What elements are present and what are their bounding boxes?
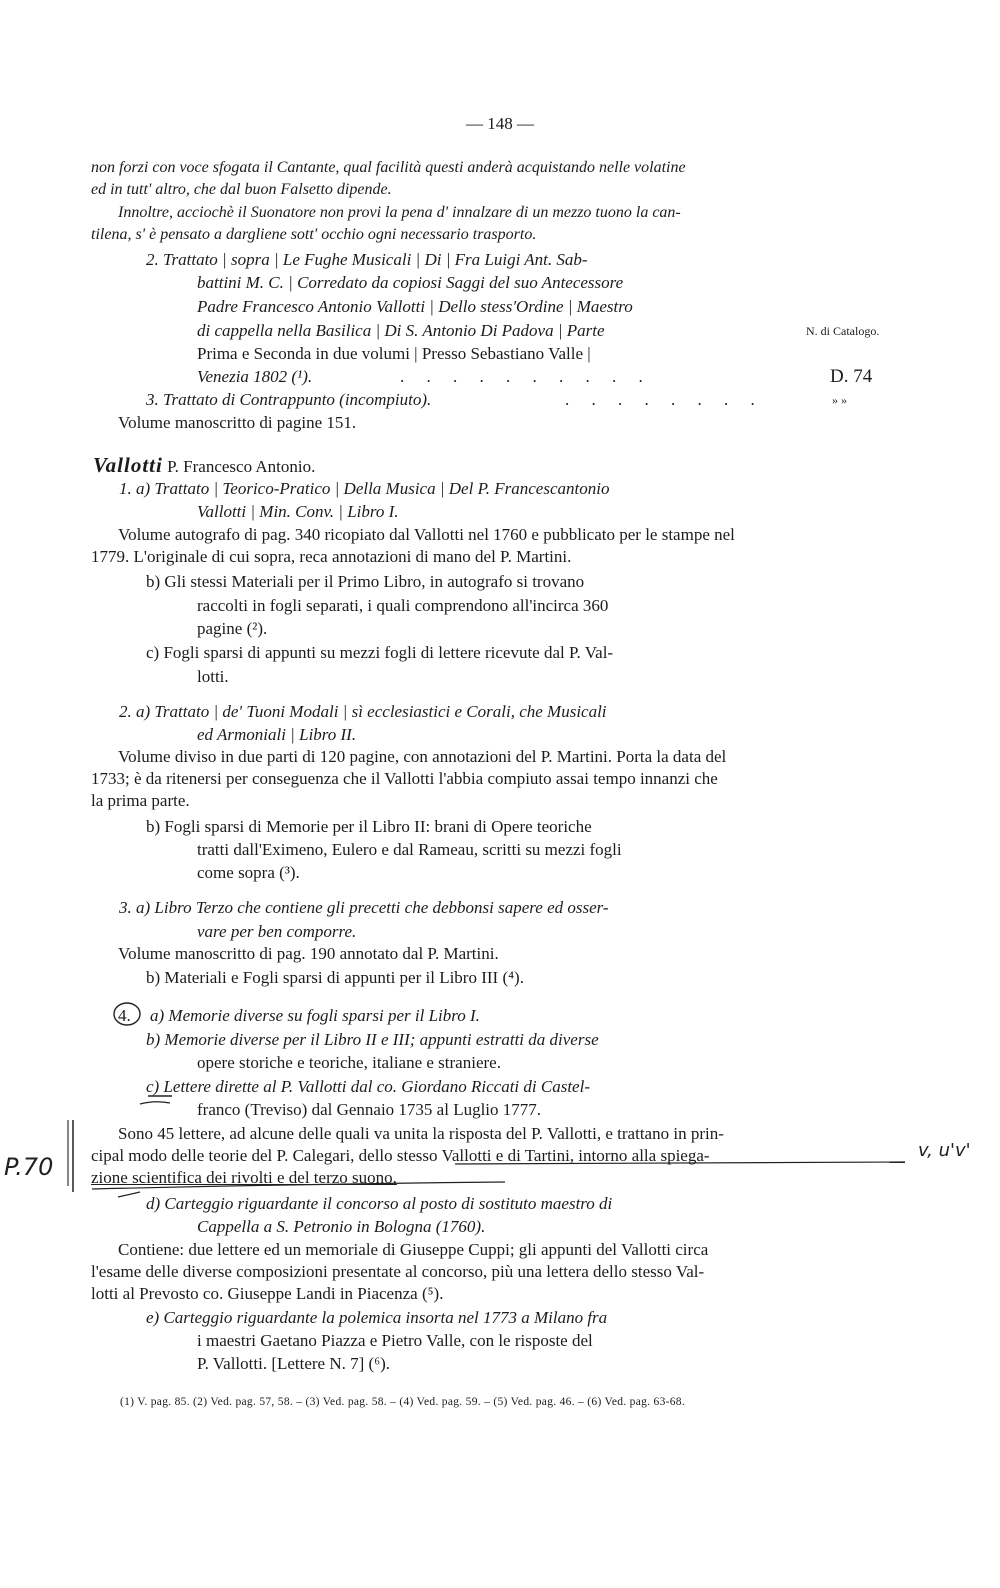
v1-b-line-3: pagine (²). bbox=[197, 619, 268, 638]
v2-a-line-2: ed Armoniali | Libro II. bbox=[197, 725, 357, 744]
entry-heading-name: Vallotti bbox=[93, 453, 163, 477]
v2-b-line-3: come sopra (³). bbox=[197, 863, 300, 882]
page-number: — 148 — bbox=[466, 114, 534, 133]
v2-b-line-2: tratti dall'Eximeno, Eulero e dal Rameau, scritti su mezzi fogli bbox=[197, 840, 622, 859]
v4-d-line-1: d) Carteggio riguardante il concorso al posto di sostituto maestro di bbox=[146, 1194, 613, 1213]
v4-e-line-2: i maestri Gaetano Piazza e Pietro Valle, con le risposte del bbox=[197, 1331, 593, 1350]
v4-e-line-3: P. Vallotti. [Lettere N. 7] (⁶). bbox=[197, 1354, 391, 1373]
item2-line-5: Prima e Seconda in due volumi | Presso Sebastiano Valle | bbox=[197, 344, 591, 363]
v1-a-line-2: Vallotti | Min. Conv. | Libro I. bbox=[197, 502, 399, 521]
v1-b-line-1: b) Gli stessi Materiali per il Primo Libro, in autografo si trovano bbox=[146, 572, 585, 591]
v2-b-line-1: b) Fogli sparsi di Memorie per il Libro II: brani di Opere teoriche bbox=[146, 817, 592, 836]
v4-para2-line-2: l'esame delle diverse composizioni presentate al concorso, più una lettera dello stesso Val- bbox=[91, 1262, 705, 1281]
item3-line-1: 3. Trattato di Contrappunto (incompiuto). bbox=[146, 390, 432, 409]
catalog-number: D. 74 bbox=[830, 366, 873, 387]
item2-line-3: Padre Francesco Antonio Vallotti | Dello stess'Ordine | Maestro bbox=[197, 297, 633, 316]
intro-line-2: ed in tutt' altro, che dal buon Falsetto dipende. bbox=[91, 181, 392, 198]
v3-b-line-1: b) Materiali e Fogli sparsi di appunti per il Libro III (⁴). bbox=[146, 968, 524, 987]
v2-a-line-1: 2. a) Trattato | de' Tuoni Modali | sì ecclesiastici e Corali, che Musicali bbox=[119, 702, 607, 721]
v1-a-line-1: 1. a) Trattato | Teorico-Pratico | Della Musica | Del P. Francescantonio bbox=[119, 479, 610, 498]
v4-para-line-3: zione scientifica dei rivolti e del terzo suono. bbox=[91, 1168, 397, 1187]
v1-para-line-2: 1779. L'originale di cui sopra, reca annotazioni di mano del P. Martini. bbox=[91, 547, 572, 566]
v4-para-line-2: cipal modo delle teorie del P. Calegari, dello stesso Vallotti e di Tartini, intorno alla spiega- bbox=[91, 1146, 710, 1165]
v4-b-line-1: b) Memorie diverse per il Libro II e III; appunti estratti da diverse bbox=[146, 1030, 599, 1049]
item3-line-2: Volume manoscritto di pagine 151. bbox=[118, 413, 357, 432]
v4-c-line-2: franco (Treviso) dal Gennaio 1735 al Luglio 1777. bbox=[197, 1100, 542, 1119]
v2-para-line-1: Volume diviso in due parti di 120 pagine, con annotazioni del P. Martini. Porta la data del bbox=[118, 747, 727, 766]
v4-para-line-1: Sono 45 lettere, ad alcune delle quali va unita la risposta del P. Vallotti, e trattano in prin- bbox=[118, 1124, 724, 1143]
v3-a-line-2: vare per ben comporre. bbox=[197, 922, 357, 941]
v2-para-line-2: 1733; è da ritenersi per conseguenza che il Vallotti l'abbia compiuto assai tempo innanzi che bbox=[91, 769, 718, 788]
intro-line-1: non forzi con voce sfogata il Cantante, qual facilità questi anderà acquistando nelle volatine bbox=[91, 159, 686, 176]
leader-dots-2: . . . . . . . . bbox=[565, 390, 764, 409]
handwritten-note-left: P.70 bbox=[4, 1153, 54, 1181]
item2-line-1: 2. Trattato | sopra | Le Fughe Musicali | Di | Fra Luigi Ant. Sab- bbox=[146, 250, 588, 269]
v4-b-line-2: opere storiche e teoriche, italiane e straniere. bbox=[197, 1053, 501, 1072]
v2-para-line-3: la prima parte. bbox=[91, 791, 190, 810]
entry-heading-rest: P. Francesco Antonio. bbox=[167, 457, 316, 476]
v1-b-line-2: raccolti in fogli separati, i quali comprendono all'incirca 360 bbox=[197, 596, 609, 615]
v1-c-line-1: c) Fogli sparsi di appunti su mezzi fogli di lettere ricevute dal P. Val- bbox=[146, 643, 614, 662]
v4-e-line-1: e) Carteggio riguardante la polemica insorta nel 1773 a Milano fra bbox=[146, 1308, 608, 1327]
v4-para2-line-3: lotti al Prevosto co. Giuseppe Landi in Piacenza (⁵). bbox=[91, 1284, 444, 1303]
v4-c-line-1: c) Lettere dirette al P. Vallotti dal co. Giordano Riccati di Castel- bbox=[146, 1077, 590, 1096]
intro-line-4: tilena, s' è pensato a dargliene sott' occhio ogni necessario trasporto. bbox=[91, 226, 537, 243]
item2-line-4: di cappella nella Basilica | Di S. Antonio Di Padova | Parte bbox=[197, 321, 605, 340]
item2-line-6: Venezia 1802 (¹). bbox=[197, 367, 313, 386]
v4-d-line-2: Cappella a S. Petronio in Bologna (1760). bbox=[197, 1217, 486, 1236]
leader-dots-1: . . . . . . . . . . bbox=[400, 367, 652, 386]
footnotes: (1) V. pag. 85. (2) Ved. pag. 57, 58. – (3) Ved. pag. 58. – (4) Ved. pag. 59. – (5) Ved. pag. 46. – (6) Ved. pag. 63-68. bbox=[120, 1396, 686, 1408]
v3-para-line-1: Volume manoscritto di pag. 190 annotato dal P. Martini. bbox=[118, 944, 499, 963]
v1-c-line-2: lotti. bbox=[197, 667, 229, 686]
v3-a-line-1: 3. a) Libro Terzo che contiene gli precetti che debbonsi sapere ed osser- bbox=[119, 898, 609, 917]
intro-line-3: Innoltre, acciochè il Suonatore non provi la pena d' innalzare di un mezzo tuono la can- bbox=[118, 204, 681, 221]
v4-a-line-1: a) Memorie diverse su fogli sparsi per il Libro I. bbox=[150, 1006, 480, 1025]
ditto-mark: » » bbox=[832, 393, 847, 407]
v1-para-line-1: Volume autografo di pag. 340 ricopiato dal Vallotti nel 1760 e pubblicato per le stampe nel bbox=[118, 525, 735, 544]
v4-number: 4. bbox=[118, 1006, 131, 1025]
item2-line-2: battini M. C. | Corredato da copiosi Saggi del suo Antecessore bbox=[197, 273, 624, 292]
handwritten-note-right: v, u'v' bbox=[918, 1140, 971, 1161]
v4-para2-line-1: Contiene: due lettere ed un memoriale di Giuseppe Cuppi; gli appunti del Vallotti circa bbox=[118, 1240, 709, 1259]
catalog-label: N. di Catalogo. bbox=[806, 324, 880, 338]
